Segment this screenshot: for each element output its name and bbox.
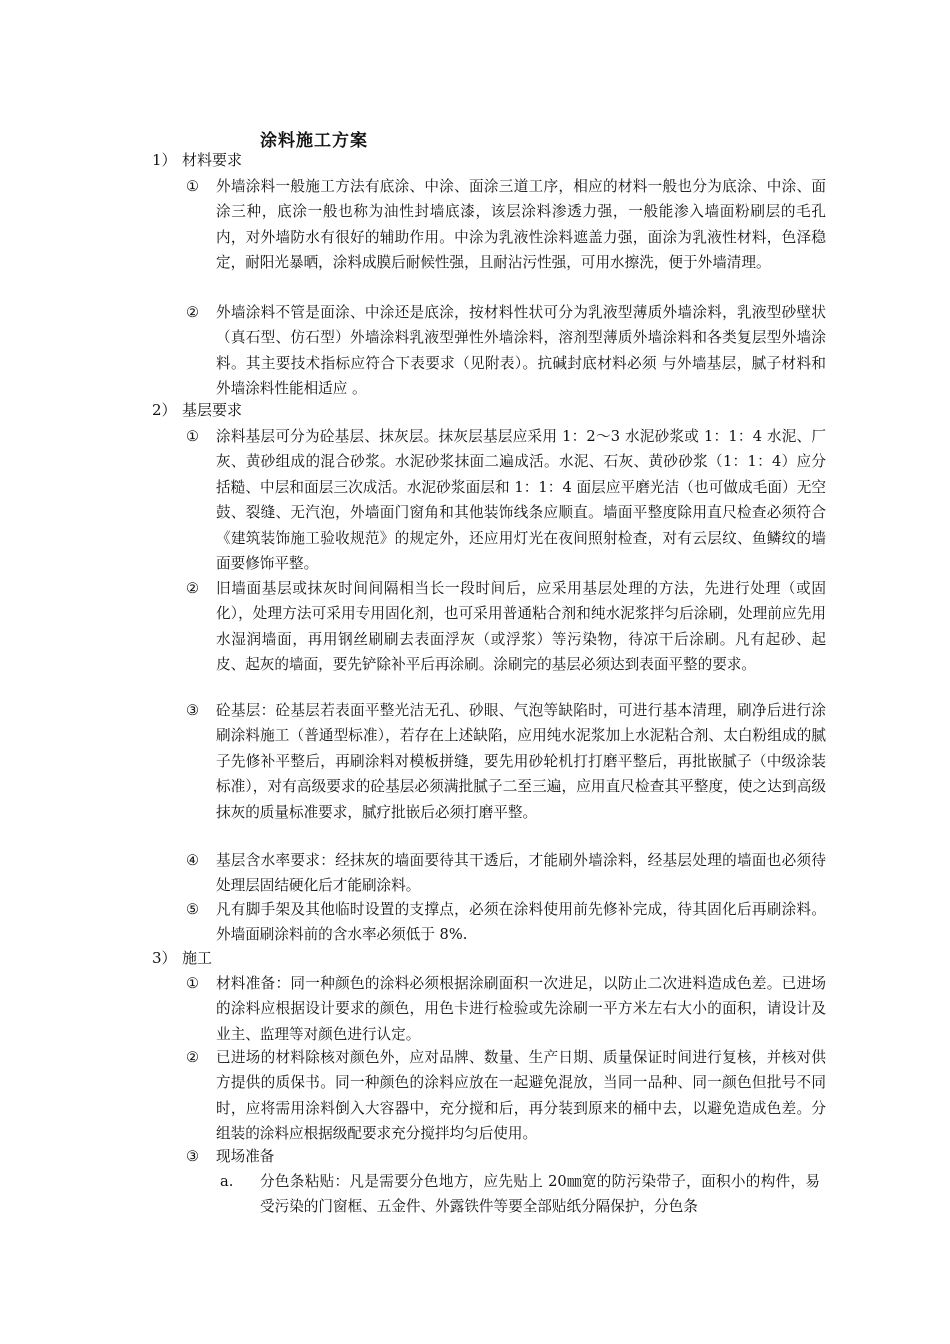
section-1-heading — [152, 148, 242, 173]
list-item — [186, 1144, 826, 1169]
item-marker: ⑤ — [186, 901, 200, 918]
section-number: 2） — [152, 401, 177, 419]
document-title: 涂料施工方案 — [260, 131, 368, 151]
item-marker: ③ — [186, 1148, 200, 1165]
item-marker: ② — [186, 304, 200, 321]
section-title: 施工 — [182, 949, 213, 967]
section-title: 基层要求 — [182, 401, 243, 419]
list-item — [186, 174, 826, 276]
sub-item-text: 分色条粘贴：凡是需要分色地方，应先贴上 20㎜宽的防污染带子，面积小的构件，易受污染的门窗框、五金件、外露铁件等要全部贴纸分隔保护，分色条 — [260, 1173, 820, 1216]
item-marker: ① — [186, 975, 200, 992]
list-item — [186, 1045, 826, 1147]
list-item — [186, 576, 826, 678]
section-title: 材料要求 — [182, 151, 243, 169]
item-text: 已进场的材料除核对颜色外，应对品牌、数量、生产日期、质量保证时间进行复核，并核对供方提供的质保书。同一种颜色的涂料应放在一起避免混放，当同一品种、同一颜色但批号不同时，应将需用涂料倒入大容器中，充分搅和后，再分装到原来的桶中去，以避免造成色差。分组装的涂料应根据级配要求充分搅拌均匀后使用。 — [216, 1049, 826, 1143]
item-text: 砼基层：砼基层若表面平整光洁无孔、砂眼、气泡等缺陷时，可进行基本清理，刷净后进行涂刷涂料施工（普通型标准），若存在上述缺陷，应用纯水泥浆加上水泥粘合剂、太白粉组成的腻子先修补平整后，再刷涂料对模板拼缝，要先用砂轮机打打磨平整后，再批嵌腻子（中级涂装标准），对有高级要求的砼基层必须满批腻子二至三遍，应用直尺检查其平整度，使之达到高级抹灰的质量标准要求，腻疗批嵌后必须打磨平整。 — [216, 702, 826, 821]
item-text: 基层含水率要求：经抹灰的墙面要待其干透后，才能刷外墙涂料，经基层处理的墙面也必须待处理层固结硬化后才能刷涂料。 — [216, 852, 826, 895]
item-text: 外墙涂料不管是面涂、中涂还是底涂，按材料性状可分为乳液型薄质外墙涂料，乳液型砂壁状（真石型、仿石型）外墙涂料乳液型弹性外墙涂料，溶剂型薄质外墙涂料和各类复层型外墙涂料。其主要技术指标应符合下表要求（见附表）。抗碱封底材料必须 与外墙基层，腻子材料和外墙涂料性能相适应 。 — [216, 304, 826, 398]
list-item — [186, 300, 826, 402]
item-text: 涂料基层可分为砼基层、抹灰层。抹灰层基层应采用 1：2～3 水泥砂浆或 1：1：4 水泥、厂灰、黄砂组成的混合砂浆。水泥砂浆抹面二遍成活。水泥、石灰、黄砂砂浆（1：1：4）应分括糙、中层和面层三次成活。水泥砂浆面层和 1：1：4 面层应平磨光洁（也可做成毛面）无空鼓、裂缝、无汽泡，外墙面门窗角和其他装饰线条应顺直。墙面平整度除用直尺检查必须符合《建筑装饰施工验收规范》的规定外，还应用灯光在夜间照射检查，对有云层纹、鱼鳞纹的墙面要修饰平整。 — [216, 428, 826, 573]
item-text: 材料准备：同一种颜色的涂料必须根据涂刷面积一次进足，以防止二次进料造成色差。已进场的涂料应根据设计要求的颜色，用色卡进行检验或先涂刷一平方米左右大小的面积，请设计及业主、监理等对颜色进行认定。 — [216, 975, 826, 1043]
list-item — [186, 897, 826, 948]
item-marker: ④ — [186, 852, 200, 869]
section-number: 3） — [152, 949, 177, 967]
section-3-heading — [152, 946, 212, 971]
sub-item-marker: a. — [220, 1173, 234, 1190]
item-marker: ① — [186, 428, 200, 445]
item-marker: ② — [186, 580, 200, 597]
list-item — [186, 698, 826, 825]
item-marker: ③ — [186, 702, 200, 719]
item-text: 现场准备 — [216, 1148, 275, 1165]
list-item — [186, 424, 826, 576]
item-text: 旧墙面基层或抹灰时间间隔相当长一段时间后，应采用基层处理的方法，先进行处理（或固化），处理方法可采用专用固化剂，也可采用普通粘合剂和纯水泥浆拌匀后涂刷，处理前应先用水湿润墙面，再用钢丝刷刷去表面浮灰（或浮浆）等污染物，待凉干后涂刷。凡有起砂、起皮、起灰的墙面，要先铲除补平后再涂刷。涂刷完的基层必须达到表面平整的要求。 — [216, 580, 826, 674]
list-item — [186, 971, 826, 1047]
item-text: 凡有脚手架及其他临时设置的支撑点，必须在涂料使用前先修补完成，待其固化后再刷涂料。外墙面刷涂料前的含水率必须低于 8%. — [216, 901, 826, 944]
item-marker: ② — [186, 1049, 200, 1066]
section-2-heading — [152, 398, 242, 423]
list-item — [186, 848, 826, 899]
item-text: 外墙涂料一般施工方法有底涂、中涂、面涂三道工序，相应的材料一般也分为底涂、中涂、面涂三种，底涂一般也称为油性封墙底漆，该层涂料渗透力强，一般能渗入墙面粉刷层的毛孔内，对外墙防水有很好的辅助作用。中涂为乳液性涂料遮盖力强，面涂为乳液性材料，色泽稳定，耐阳光暴晒，涂料成膜后耐候性强，且耐沾污性强，可用水擦洗，便于外墙清理。 — [216, 178, 826, 272]
sub-list-item — [220, 1169, 820, 1220]
section-number: 1） — [152, 151, 177, 169]
item-marker: ① — [186, 178, 200, 195]
